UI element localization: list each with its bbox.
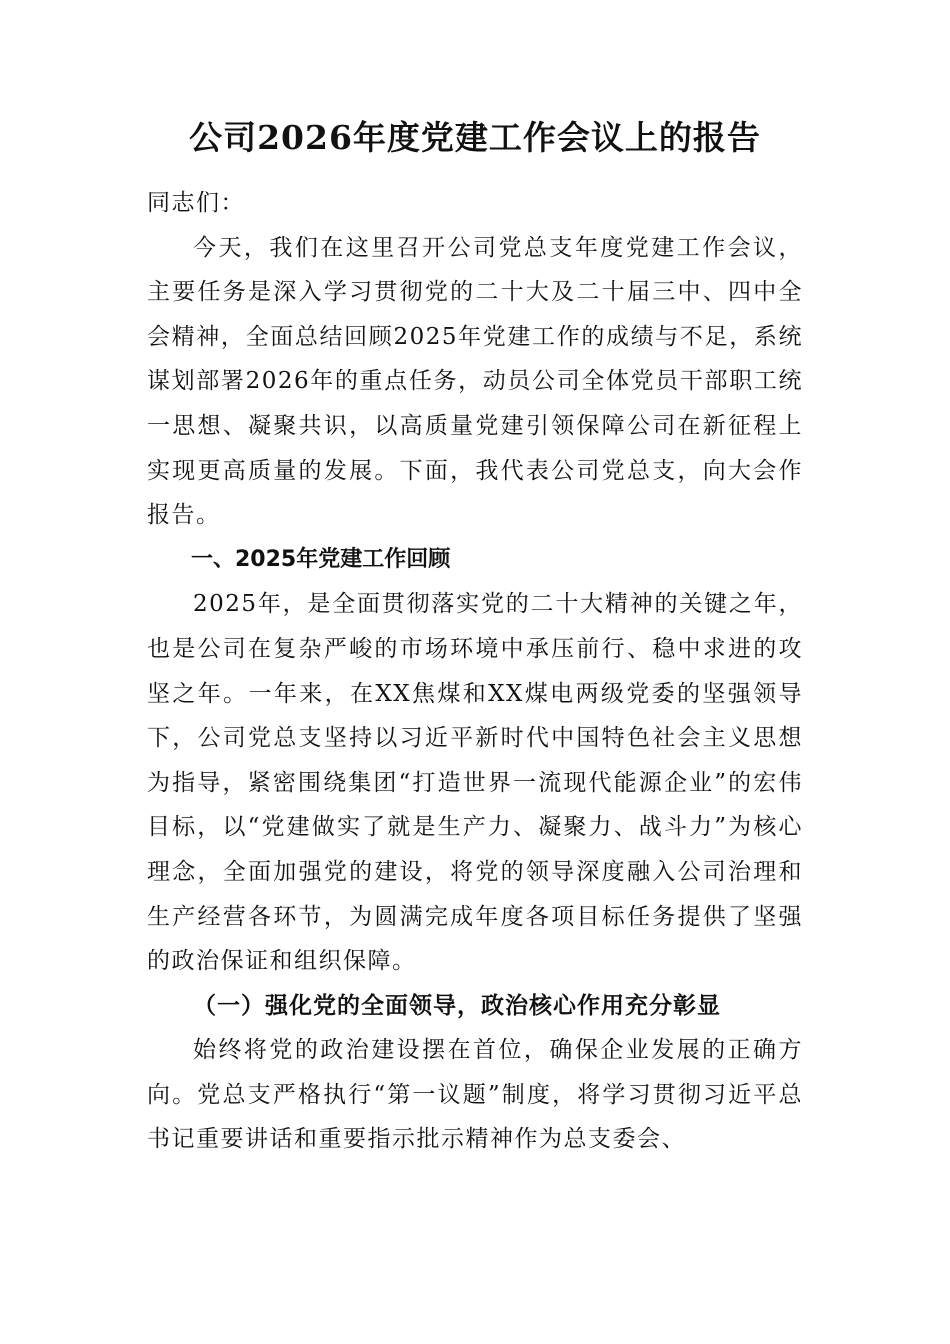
document-body (147, 181, 803, 1162)
subsection-1-paragraph: 始终将党的政治建设摆在首位，确保企业发展的正确方向。党总支严格执行“第一议题”制度，将学习贯彻习近平总书记重要讲话和重要指示批示精神作为总支委会、 (147, 1037, 803, 1153)
subsection-1-heading: （一）强化党的全面领导，政治核心作用充分彰显 (193, 991, 721, 1019)
section-1-paragraph: 2025年，是全面贯彻落实党的二十大精神的关键之年，也是公司在复杂严峻的市场环境中承压前行、稳中求进的攻坚之年。一年来，在XX焦煤和XX煤电两级党委的坚强领导下，公司党总支坚持以习近平新时代中国特色社会主义思想为指导，紧密围绕集团“打造世界一流现代能源企业”的宏伟目标，以“党建做实了就是生产力、凝聚力、战斗力”为核心理念，全面加强党的建设，将党的领导深度融入公司治理和生产经营各环节，为圆满完成年度各项目标任务提供了坚强的政治保证和组织保障。 (147, 591, 803, 975)
salutation: 同志们： (147, 190, 245, 216)
document-title: 公司2026年度党建工作会议上的报告 (189, 118, 761, 157)
section-1-heading: 一、2025年党建工作回顾 (191, 546, 451, 572)
intro-paragraph: 今天，我们在这里召开公司党总支年度党建工作会议，主要任务是深入学习贯彻党的二十大及二十届三中、四中全会精神，全面总结回顾2025年党建工作的成绩与不足，系统谋划部署2026年的重点任务，动员公司全体党员干部职工统一思想、凝聚共识，以高质量党建引领保障公司在新征程上实现更高质量的发展。下面，我代表公司党总支，向大会作报告。 (147, 234, 803, 529)
